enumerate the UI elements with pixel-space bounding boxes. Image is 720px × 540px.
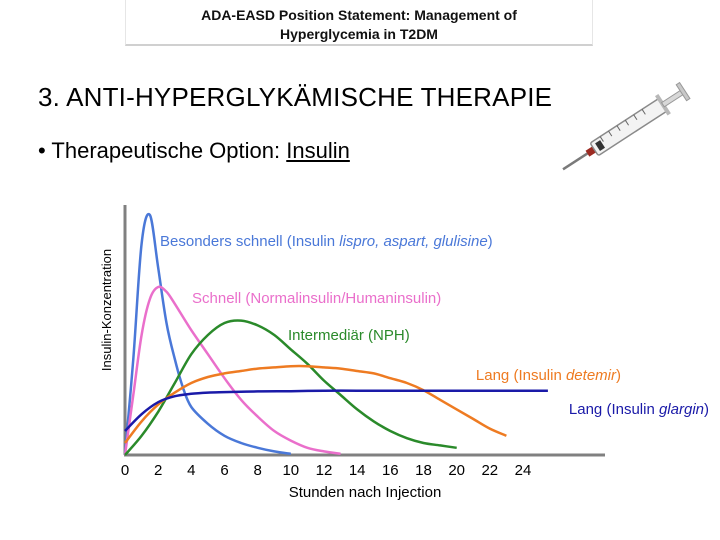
slide-title: 3. ANTI-HYPERGLYKÄMISCHE THERAPIE	[38, 82, 553, 112]
x-tick-label: 14	[348, 462, 366, 479]
label-rapid-analog-part-1: lispro, aspart, glulisine	[339, 233, 488, 250]
bullet-dot: •	[38, 138, 46, 163]
label-detemir-part-0: Lang (Insulin	[475, 367, 566, 384]
header-title-line2: Hyperglycemia in T2DM	[280, 26, 438, 42]
label-detemir-part-1: detemir	[565, 367, 616, 384]
label-nph	[288, 327, 410, 344]
curve-detemir	[125, 366, 506, 443]
y-axis-label: Insulin-Konzentration	[99, 248, 114, 372]
x-tick-label: 18	[415, 462, 432, 479]
x-tick-label: 16	[381, 462, 399, 479]
label-detemir	[476, 367, 621, 384]
x-tick-label: 24	[514, 462, 532, 479]
x-tick-label: 4	[187, 462, 196, 479]
label-rapid-analog	[160, 233, 493, 250]
x-tick-label: 12	[315, 462, 333, 479]
label-nph-part-0: Intermediär (NPH)	[288, 327, 410, 344]
bullet-term-insulin: Insulin	[286, 138, 350, 163]
label-glargin-part-0: Lang (Insulin	[568, 401, 659, 418]
x-tick-label: 10	[282, 462, 300, 479]
x-tick-label: 2	[154, 462, 163, 479]
label-regular-insulin-part-0: Schnell (Normalinsulin/Humaninsulin)	[192, 290, 442, 307]
x-tick-label: 6	[220, 462, 229, 479]
label-rapid-analog-part-0: Besonders schnell (Insulin	[160, 233, 340, 250]
label-detemir-part-2: )	[616, 367, 621, 384]
label-glargin	[569, 401, 709, 418]
x-tick-label: 0	[120, 462, 130, 479]
bullet-text: Therapeutische Option:	[51, 138, 281, 163]
x-tick-label: 20	[448, 462, 466, 479]
label-regular-insulin	[192, 290, 441, 307]
x-tick-labels	[121, 462, 532, 479]
header-title-line1: ADA-EASD Position Statement: Management of	[201, 7, 517, 23]
x-tick-label: 22	[481, 462, 499, 479]
x-axis-label: Stunden nach Injection	[288, 484, 442, 501]
label-glargin-part-1: glargin	[658, 401, 704, 418]
x-tick-label: 8	[253, 462, 262, 479]
label-glargin-part-2: )	[704, 401, 709, 418]
label-rapid-analog-part-2: )	[487, 233, 493, 250]
